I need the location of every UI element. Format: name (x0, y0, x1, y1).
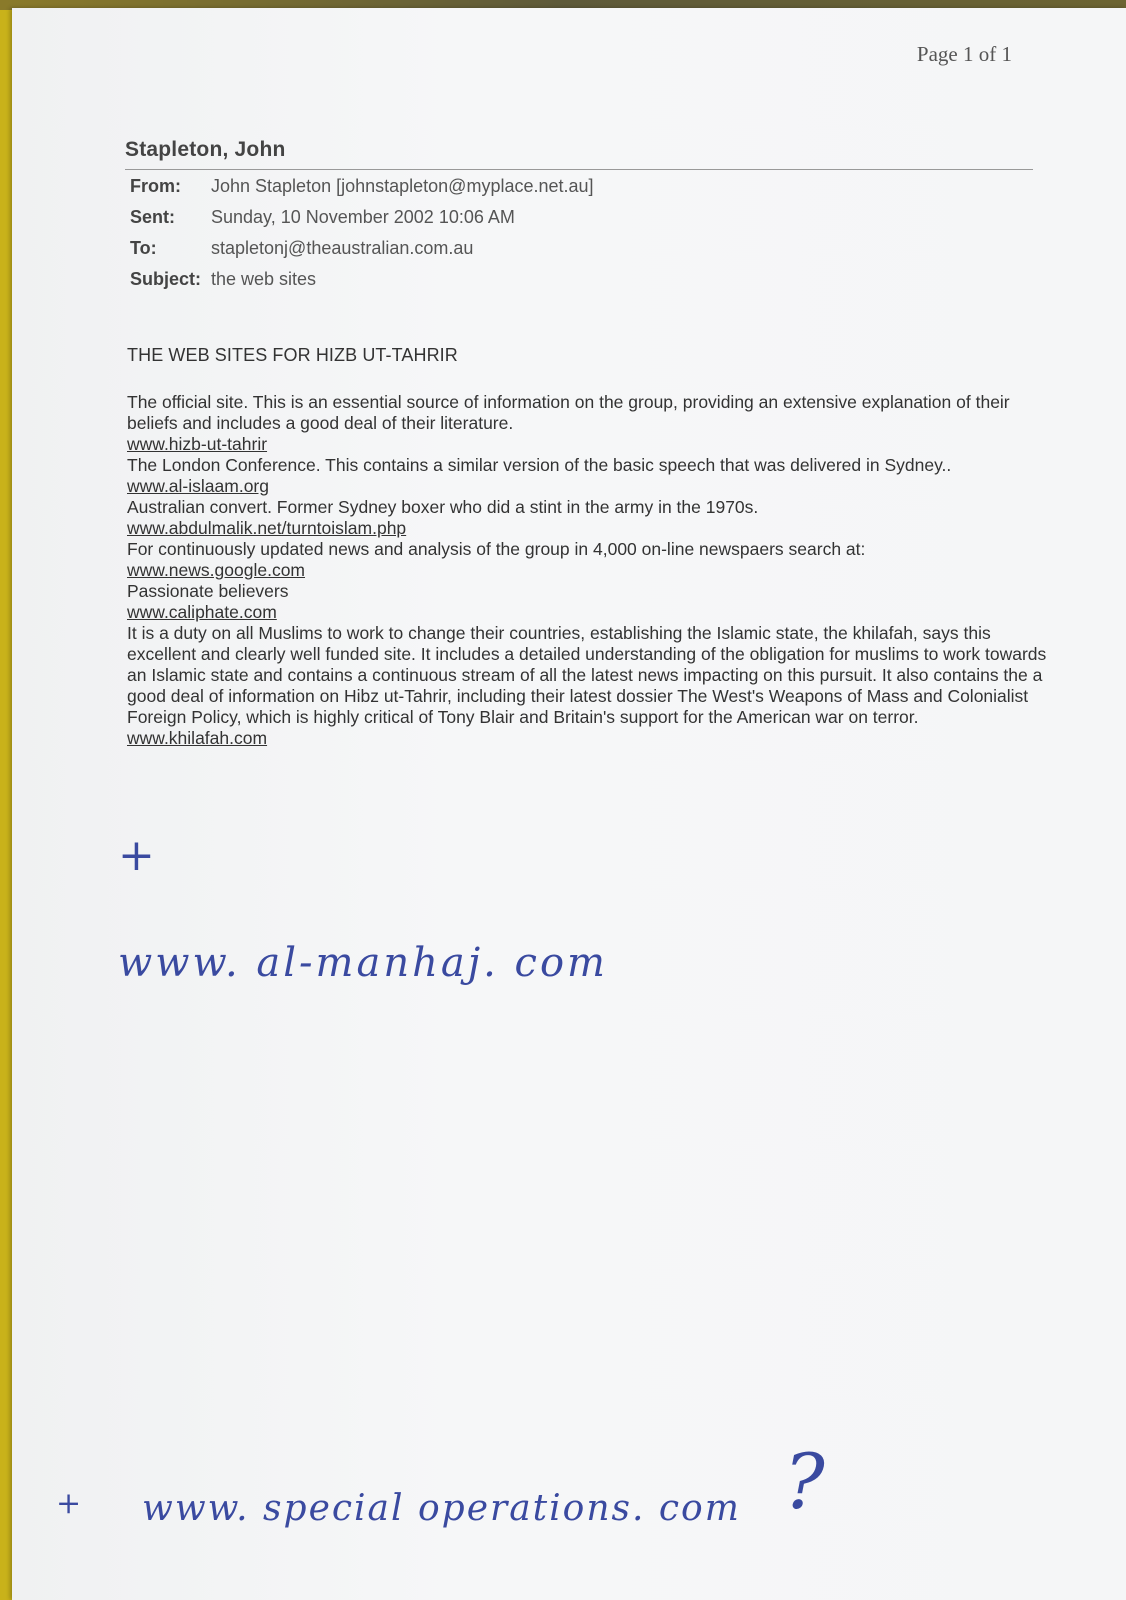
paragraph-news-search: For continuously updated news and analysis of the group in 4,000 on-line newspaers search at: (127, 539, 866, 559)
header-value: stapletonj@theaustralian.com.au (211, 238, 474, 258)
link-hizb-ut-tahrir[interactable]: www.hizb-ut-tahrir (127, 434, 268, 454)
handwritten-plus-mark: + (118, 830, 155, 881)
link-caliphate[interactable]: www.caliphate.com (127, 602, 277, 622)
handwritten-plus-mark-small: + (56, 1486, 82, 1521)
link-google-news[interactable]: www.news.google.com (127, 560, 305, 580)
handwritten-annotations (12, 8, 1126, 1600)
paragraph-official-site: The official site. This is an essential source of information on the group, providing an extensive explanation of their beliefs and includes a good deal of their literature. (127, 392, 1010, 433)
paragraph-khilafah: It is a duty on all Muslims to work to change their countries, establishing the Islamic state, the khilafah, says this excellent and clearly well funded site. It includes a detailed understanding of the obligation for muslims to work towards an Islamic state and contains a continuous stream of all the latest news impacting on this pursuit. It also contains the a good deal of information on Hibz ut-Tahrir, including their latest dossier The West's Weapons of Mass and Colonialist Foreign Policy, which is highly critical of Tony Blair and Britain's support for the American war on terror. (127, 623, 1047, 727)
sender-name: Stapleton, John (125, 138, 286, 161)
document-heading: THE WEB SITES FOR HIZB UT-TAHRIR (127, 345, 458, 365)
link-al-islaam[interactable]: www.al-islaam.org (127, 476, 269, 496)
header-value: Sunday, 10 November 2002 10:06 AM (211, 207, 515, 227)
email-printout-page (12, 8, 1126, 1600)
paragraph-australian-convert: Australian convert. Former Sydney boxer who did a stint in the army in the 1970s. (127, 497, 759, 517)
handwritten-question-mark: ? (784, 1437, 825, 1526)
link-abdulmalik[interactable]: www.abdulmalik.net/turntoislam.php (127, 518, 407, 538)
header-value: the web sites (211, 269, 317, 289)
page-number: Page 1 of 1 (916, 42, 1012, 66)
header-label: From: (130, 176, 181, 196)
header-divider (125, 169, 1033, 170)
header-label: Sent: (130, 207, 175, 227)
header-label: To: (130, 238, 157, 258)
handwritten-note-special-operations: www. special operations. com (142, 1488, 741, 1529)
header-label: Subject: (130, 269, 202, 289)
header-value: John Stapleton [johnstapleton@myplace.net.au] (211, 176, 594, 196)
link-khilafah[interactable]: www.khilafah.com (127, 728, 268, 748)
paragraph-passionate-believers: Passionate believers (127, 581, 289, 601)
handwritten-note-al-manhaj: www. al-manhaj. com (118, 940, 608, 986)
paragraph-london-conference: The London Conference. This contains a similar version of the basic speech that was delivered in Sydney.. (127, 455, 952, 475)
email-body (127, 392, 1047, 749)
